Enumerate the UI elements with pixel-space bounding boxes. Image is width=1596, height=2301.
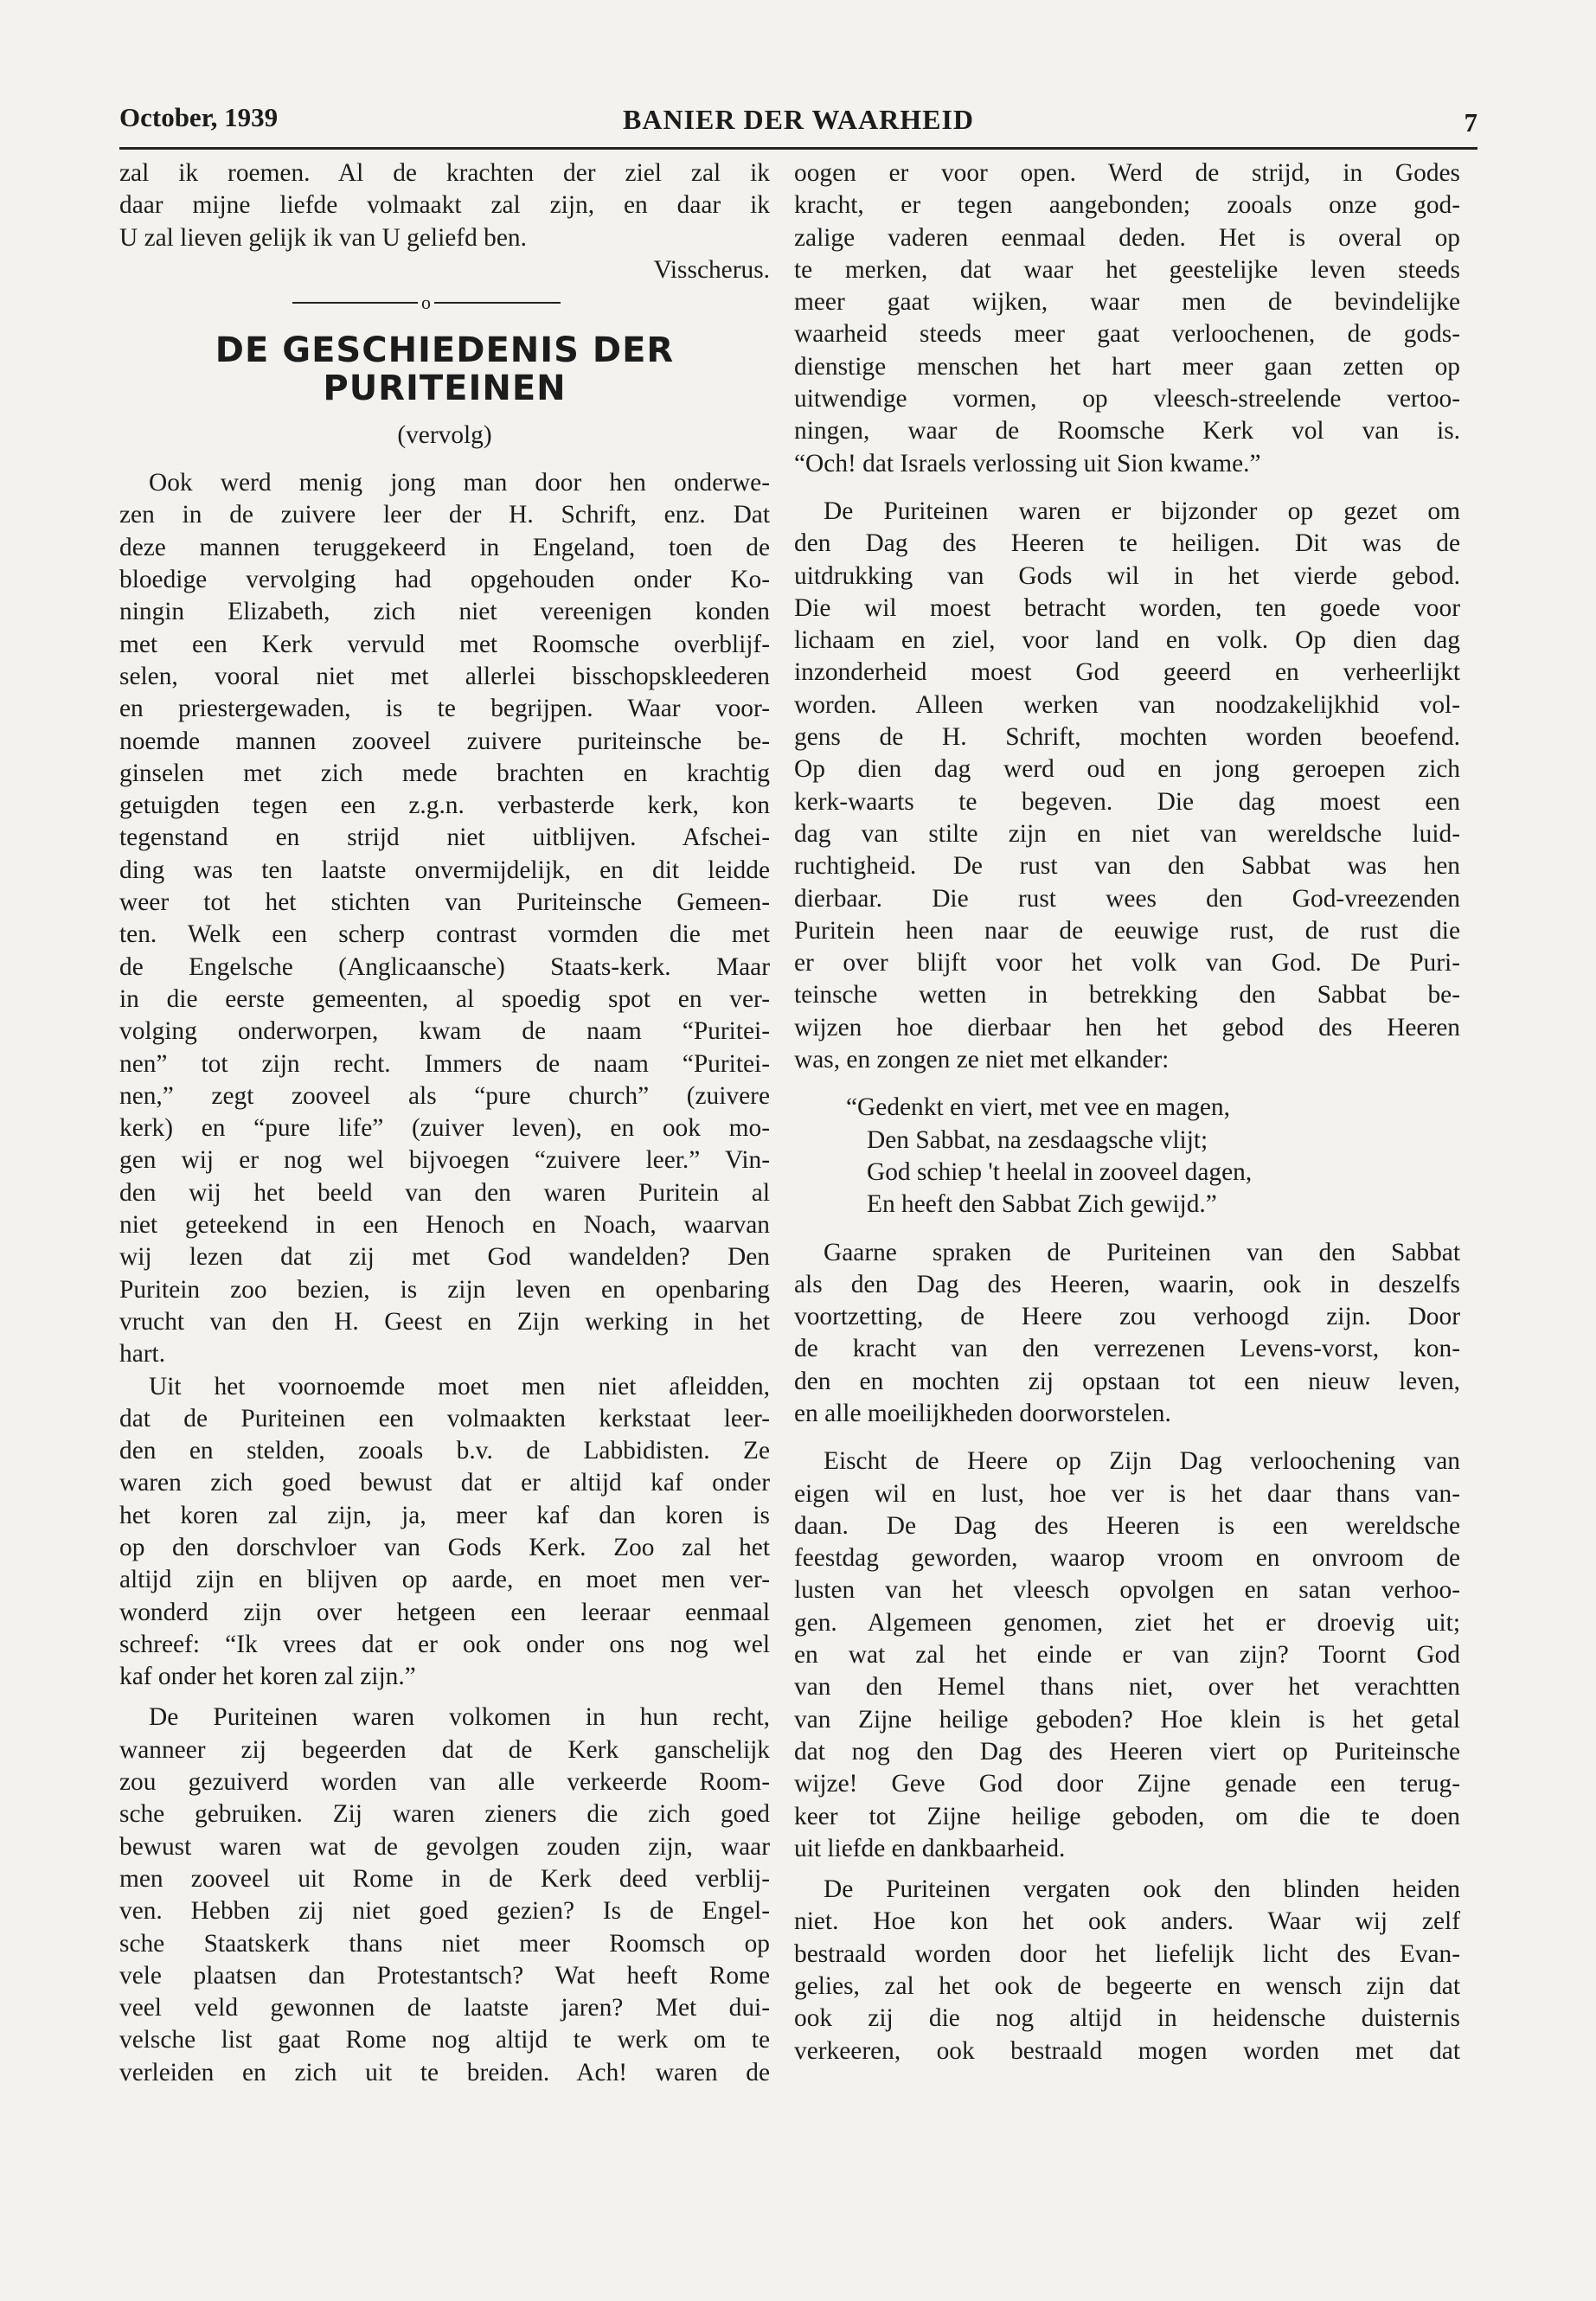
text-line: sche Staatskerk thans niet meer Roomsch op [119, 1929, 770, 1958]
text-line: nen” tot zijn recht. Immers de naam “Puritei- [119, 1049, 770, 1078]
separator-mark: o [418, 286, 434, 318]
text-line: waren zich goed bewust dat er altijd kaf onder [119, 1469, 770, 1497]
text-line: niet geteekend in een Henoch en Noach, waarvan [119, 1211, 770, 1240]
text-line: en alle moeilijkheden doorworstelen. [794, 1399, 1171, 1427]
intro-paragraph [119, 157, 770, 286]
text-line: kerk-waarts te begeven. Die dag moest een [794, 787, 1460, 816]
title-line: DE GESCHIEDENIS DER [215, 330, 675, 371]
text-line: uitwendige vormen, op vleesch-streelende vertoo- [794, 385, 1460, 413]
text-line: noemde mannen zooveel zuivere puriteinsche be- [119, 727, 770, 755]
running-header [119, 95, 1477, 150]
text-line: vele plaatsen dan Protestantsch? Wat heeft Rome [119, 1961, 770, 1990]
paragraph [119, 1371, 770, 1694]
text-line: teinsche wetten in betrekking den Sabbat be- [794, 981, 1460, 1009]
left-column [119, 157, 770, 2089]
text-line: altijd zijn en blijven op aarde, en moet men ver- [119, 1566, 770, 1594]
text-line: weer tot het stichten van Puriteinsche Gemeen- [119, 888, 770, 917]
text-line: niet. Hoe kon het ook anders. Waar wij zelf [794, 1907, 1460, 1936]
text-line: zal ik roemen. Al de krachten der ziel zal ik [119, 159, 770, 187]
text-line: was, en zongen ze niet met elkander: [794, 1046, 1170, 1074]
text-line: eigen wil en lust, hoe ver is het daar thans van- [794, 1479, 1460, 1508]
text-line: zalige vaderen eenmaal deden. Het is overal op [794, 223, 1460, 252]
text-line: Uit het voornoemde moet men niet afleidden, [149, 1372, 770, 1400]
text-line: wijzen hoe dierbaar hen het gebod des Heeren [794, 1013, 1460, 1042]
author-signature: Visscherus. [653, 255, 770, 284]
text-line: er over blijft voor het volk van God. De Puri- [794, 949, 1460, 977]
paragraph [794, 1445, 1460, 1865]
text-line: den wij het beeld van den waren Puritein al [119, 1178, 770, 1207]
text-line: zou gezuiverd worden van alle verkeerde Room- [119, 1768, 770, 1797]
poem-line: “Gedenkt en viert, met vee en magen, [846, 1093, 1230, 1122]
text-line: wonderd zijn over hetgeen een leeraar eenmaal [119, 1598, 770, 1626]
text-line: als den Dag des Heeren, waarin, ook in deszelfs [794, 1270, 1460, 1298]
poem-line: En heeft den Sabbat Zich gewijd.” [867, 1190, 1217, 1219]
text-line: schreef: “Ik vrees dat er ook onder ons nog wel [119, 1630, 770, 1658]
text-line: wijze! Geve God door Zijne genade een terug- [794, 1770, 1460, 1798]
page-number: 7 [1464, 107, 1477, 138]
text-line: van Zijne heilige geboden? Hoe klein is het getal [794, 1705, 1460, 1734]
text-line: en priestergewaden, is te begrijpen. Waar voor- [119, 695, 770, 723]
text-line: veel veld gewonnen de laatste jaren? Met dui- [119, 1994, 770, 2022]
text-line: inzonderheid moest God geeerd en verheerlijkt [794, 658, 1460, 687]
text-line: kracht, er tegen aangebonden; zooals onze god- [794, 191, 1460, 220]
text-line: den Dag des Heeren te heiligen. Dit was de [794, 529, 1460, 558]
text-line: dierbaar. Die rust wees den God-vreezenden [794, 884, 1460, 913]
text-line: hart. [119, 1340, 166, 1368]
poem-stanza [794, 1092, 1460, 1221]
text-line: dag van stilte zijn en niet van wereldsche luid- [794, 819, 1460, 848]
text-line: getuigden tegen een z.g.n. verbasterde kerk, kon [119, 792, 770, 820]
text-line: de Engelsche (Anglicaansche) Staats-kerk. Maar [119, 952, 770, 981]
section-separator [119, 286, 770, 326]
paragraph [794, 496, 1460, 1076]
text-line: kerk) en “pure life” (zuiver leven), en ook mo- [119, 1114, 770, 1143]
text-line: Ook werd menig jong man door hen onderwe- [149, 469, 770, 497]
text-line: het koren zal zijn, ja, meer kaf dan koren is [119, 1501, 770, 1529]
text-line: tegenstand en strijd niet uitblijven. Afschei- [119, 824, 770, 852]
text-line: ding was ten laatste onvermijdelijk, en dit leidde [119, 856, 770, 884]
text-line: ook zij die nog altijd in heidensche duisternis [794, 2004, 1460, 2033]
paragraph [119, 1702, 770, 2089]
issue-date: October, 1939 [119, 102, 279, 132]
text-line: sche gebruiken. Zij waren zieners die zich goed [119, 1800, 770, 1829]
text-line: ginselen met zich mede brachten en krachtig [119, 759, 770, 787]
text-line: uitdrukking van Gods wil in het vierde gebod. [794, 561, 1460, 590]
text-line: keer tot Zijne heilige geboden, om die te doen [794, 1802, 1460, 1830]
text-line: lusten van het vleesch opvolgen en satan verhoo- [794, 1576, 1460, 1605]
paragraph [794, 1237, 1460, 1431]
text-line: gen. Algemeen genomen, ziet het er droevig uit; [794, 1608, 1460, 1637]
text-line: te merken, dat waar het geestelijke leven steeds [794, 255, 1460, 284]
text-line: dienstige menschen het hart meer gaan zetten op [794, 352, 1460, 381]
text-line: dat nog den Dag des Heeren viert op Puriteinsche [794, 1737, 1460, 1766]
text-line: U zal lieven gelijk ik van U geliefd ben. [119, 223, 527, 252]
text-line: verleiden en zich uit te breiden. Ach! waren de [119, 2058, 770, 2086]
right-column [794, 157, 1460, 2067]
text-line: ningin Elizabeth, zich niet vereenigen konden [119, 598, 770, 626]
text-line: van den Hemel thans niet, over het verachtten [794, 1673, 1460, 1702]
text-line: De Puriteinen waren volkomen in hun recht, [149, 1703, 770, 1732]
text-line: en wat zal het einde er van zijn? Toornt God [794, 1641, 1460, 1670]
text-line: uit liefde en dankbaarheid. [794, 1834, 1066, 1862]
text-line: dat de Puriteinen een volmaakten kerkstaat leer- [119, 1404, 770, 1433]
text-line: in die eerste gemeenten, al spoedig spot en ver- [119, 984, 770, 1013]
text-line: de kracht van den verrezenen Levens-vorst, kon- [794, 1335, 1460, 1363]
text-line: verkeeren, ook bestraald mogen worden met dat [794, 2036, 1460, 2065]
text-line: bloedige vervolging had opgehouden onder Ko- [119, 566, 770, 594]
text-line: gens de H. Schrift, mochten worden beoefend. [794, 723, 1460, 752]
paragraph [794, 1874, 1460, 2067]
text-line: kaf onder het koren zal zijn.” [119, 1663, 416, 1691]
text-line: daar mijne liefde volmaakt zal zijn, en daar ik [119, 191, 770, 220]
text-line: ningen, waar de Roomsche Kerk vol van is. [794, 417, 1460, 445]
text-line: ruchtigheid. De rust van den Sabbat was hen [794, 852, 1460, 881]
text-line: gelies, zal het ook de begeerte en wensch zijn dat [794, 1972, 1460, 2001]
text-line: wij lezen dat zij met God wandelden? Den [119, 1243, 770, 1272]
text-line: Op dien dag werd oud en jong geroepen zich [794, 755, 1460, 784]
text-line: op den dorschvloer van Gods Kerk. Zoo zal het [119, 1533, 770, 1561]
paragraph [119, 467, 770, 1370]
text-line: volging onderworpen, kwam de naam “Puritei- [119, 1017, 770, 1046]
text-line: Die wil moest betracht worden, ten goede voor [794, 593, 1460, 622]
text-line: wanneer zij begeerden dat de Kerk ganschelijk [119, 1735, 770, 1764]
text-line: bestraald worden door het liefelijk licht des Evan- [794, 1939, 1460, 1968]
text-line: met een Kerk vervuld met Roomsche overblijf- [119, 630, 770, 658]
text-line: De Puriteinen waren er bijzonder op gezet om [824, 497, 1460, 525]
text-line: velsche list gaat Rome nog altijd te werk om te [119, 2026, 770, 2054]
text-line: Puritein heen naar de eeuwige rust, de rust die [794, 916, 1460, 945]
text-line: ten. Welk een scherp contrast vormden die met [119, 920, 770, 949]
text-line: selen, vooral niet met allerlei bisschopskleederen [119, 662, 770, 690]
text-line: Gaarne spraken de Puriteinen van den Sabbat [824, 1238, 1460, 1266]
text-line: nen,” zegt zooveel als “pure church” (zuivere [119, 1081, 770, 1110]
text-line: lichaam en ziel, voor land en volk. Op dien dag [794, 626, 1460, 655]
text-line: voortzetting, de Heere zou verhoogd zijn. Door [794, 1303, 1460, 1331]
poem-line: God schiep 't heelal in zooveel dagen, [867, 1157, 1253, 1186]
text-line: deze mannen teruggekeerd in Engeland, toen de [119, 533, 770, 561]
text-line: Eischt de Heere op Zijn Dag verloochening van [824, 1447, 1460, 1476]
text-line: vrucht van den H. Geest en Zijn werking in het [119, 1307, 770, 1336]
text-line: feestdag geworden, waarop vroom en onvroom de [794, 1544, 1460, 1573]
text-line: men zooveel uit Rome in de Kerk deed verblij- [119, 1864, 770, 1893]
poem-line: Den Sabbat, na zesdaagsche vlijt; [867, 1125, 1208, 1154]
text-line: bewust waren wat de gevolgen zouden zijn, waar [119, 1832, 770, 1861]
article-subtitle: (vervolg) [397, 421, 492, 450]
paragraph [794, 157, 1460, 480]
title-line: PURITEINEN [323, 369, 567, 409]
text-line: oogen er voor open. Werd de strijd, in Godes [794, 159, 1460, 187]
text-line: zen in de zuivere leer der H. Schrift, enz. Dat [119, 501, 770, 529]
text-line: meer gaat wijken, waar men de bevindelijke [794, 288, 1460, 317]
text-line: worden. Alleen werken van noodzakelijkhid vol- [794, 690, 1460, 719]
text-line: ven. Hebben zij niet goed gezien? Is de Engel- [119, 1897, 770, 1926]
text-line: gen wij er nog wel bijvoegen “zuivere leer.” Vin- [119, 1146, 770, 1175]
text-line: den en stelden, zooals b.v. de Labbidisten. Ze [119, 1437, 770, 1465]
text-line: daan. De Dag des Heeren is een wereldsche [794, 1511, 1460, 1540]
article-title [119, 331, 770, 407]
text-line: “Och! dat Israels verlossing uit Sion kwame.” [794, 449, 1261, 478]
text-line: Puritein zoo bezien, is zijn leven en openbaring [119, 1275, 770, 1304]
text-line: waarheid steeds meer gaat verloochenen, de gods- [794, 320, 1460, 349]
text-line: den en mochten zij opstaan tot een nieuw leven, [794, 1367, 1460, 1395]
publication-title: BANIER DER WAARHEID [622, 104, 975, 135]
text-line: De Puriteinen vergaten ook den blinden heiden [824, 1875, 1460, 1904]
